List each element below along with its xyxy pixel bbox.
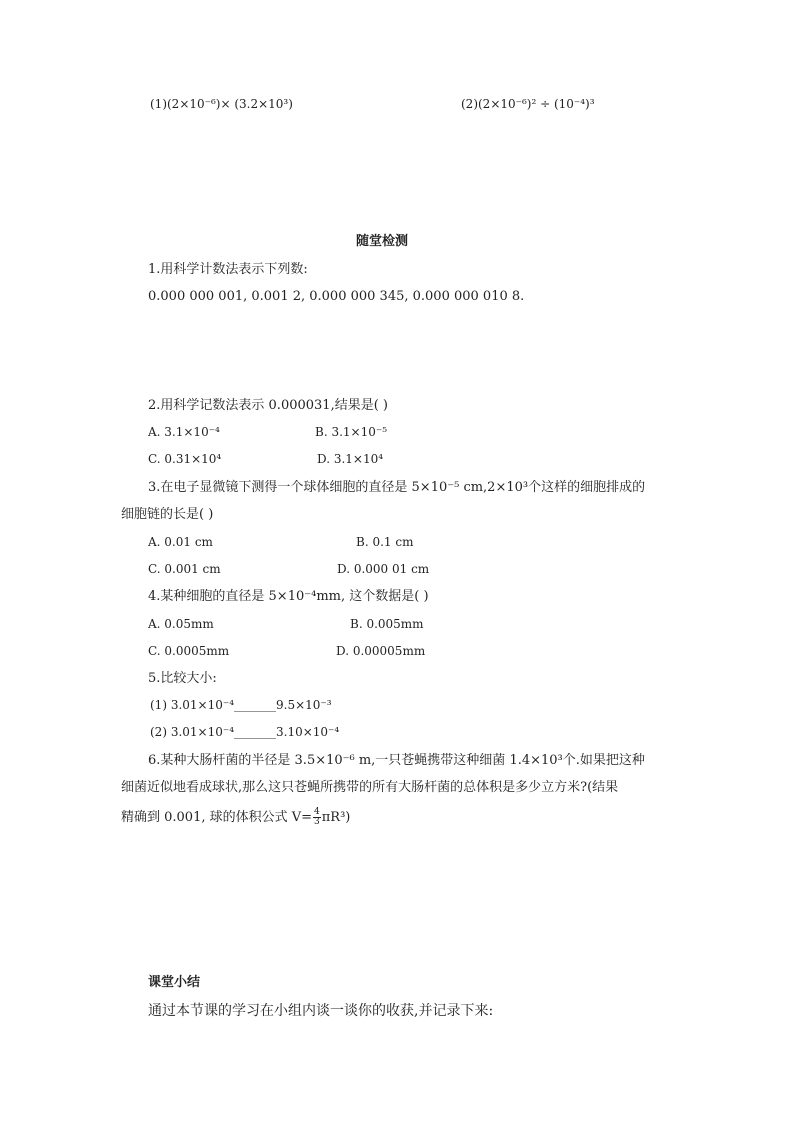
problem-3-stem-line2: 细胞链的长是( )	[121, 507, 214, 522]
volume-fraction	[313, 808, 321, 827]
summary-title: 课堂小结	[148, 975, 201, 990]
problem-4-option-b: B. 0.005mm	[350, 617, 424, 631]
problem-5-part-2: (2) 3.01×10⁻⁴_______3.10×10⁻⁴	[150, 725, 340, 739]
problem-2-stem: 2.用科学记数法表示 0.000031,结果是( )	[148, 398, 388, 413]
problem-3-option-b: B. 0.1 cm	[356, 535, 414, 549]
problem-4-option-d: D. 0.00005mm	[336, 644, 426, 658]
exercise-item-2: (2)(2×10⁻⁶)² ÷ (10⁻⁴)³	[461, 97, 595, 111]
problem-5-stem: 5.比较大小:	[148, 671, 217, 686]
problem-4-stem: 4.某种细胞的直径是 5×10⁻⁴mm, 这个数据是( )	[148, 589, 429, 604]
problem-4-option-c: C. 0.0005mm	[148, 644, 230, 658]
fraction-numerator: 4	[314, 807, 320, 817]
problem-5-part-1: (1) 3.01×10⁻⁴_______9.5×10⁻³	[150, 698, 332, 712]
problem-6-line2: 细菌近似地看成球状,那么这只苍蝇所携带的所有大肠杆菌的总体积是多少立方米?(结果	[121, 780, 619, 795]
problem-2-option-c: C. 0.31×10⁴	[148, 452, 222, 466]
problem-2-option-d: D. 3.1×10⁴	[317, 452, 384, 466]
summary-text: 通过本节课的学习在小组内谈一谈你的收获,并记录下来:	[148, 1003, 494, 1019]
quiz-title: 随堂检测	[356, 234, 409, 249]
problem-6-line3	[121, 808, 350, 827]
problem-3-option-c: C. 0.001 cm	[148, 562, 221, 576]
problem-1-numbers: 0.000 000 001, 0.001 2, 0.000 000 345, 0.000 000 010 8.	[148, 289, 525, 304]
exercise-item-1: (1)(2×10⁻⁶)× (3.2×10³)	[150, 97, 293, 111]
problem-1-stem: 1.用科学计数法表示下列数:	[148, 262, 308, 277]
problem-6-line3-text: 精确到 0.001, 球的体积公式 V=	[121, 810, 313, 825]
problem-3-option-d: D. 0.000 01 cm	[337, 562, 430, 576]
problem-4-option-a: A. 0.05mm	[148, 617, 214, 631]
problem-6-formula-tail: πR³)	[321, 810, 351, 825]
problem-6-line1: 6.某种大肠杆菌的半径是 3.5×10⁻⁶ m,一只苍蝇携带这种细菌 1.4×10³个.如果把这种	[148, 753, 645, 768]
fraction-denominator: 3	[314, 817, 320, 827]
problem-2-option-b: B. 3.1×10⁻⁵	[315, 425, 387, 439]
problem-2-option-a: A. 3.1×10⁻⁴	[148, 425, 220, 439]
problem-3-option-a: A. 0.01 cm	[148, 535, 213, 549]
problem-3-stem-line1: 3.在电子显微镜下测得一个球体细胞的直径是 5×10⁻⁵ cm,2×10³个这样的细胞排成的	[148, 480, 646, 495]
